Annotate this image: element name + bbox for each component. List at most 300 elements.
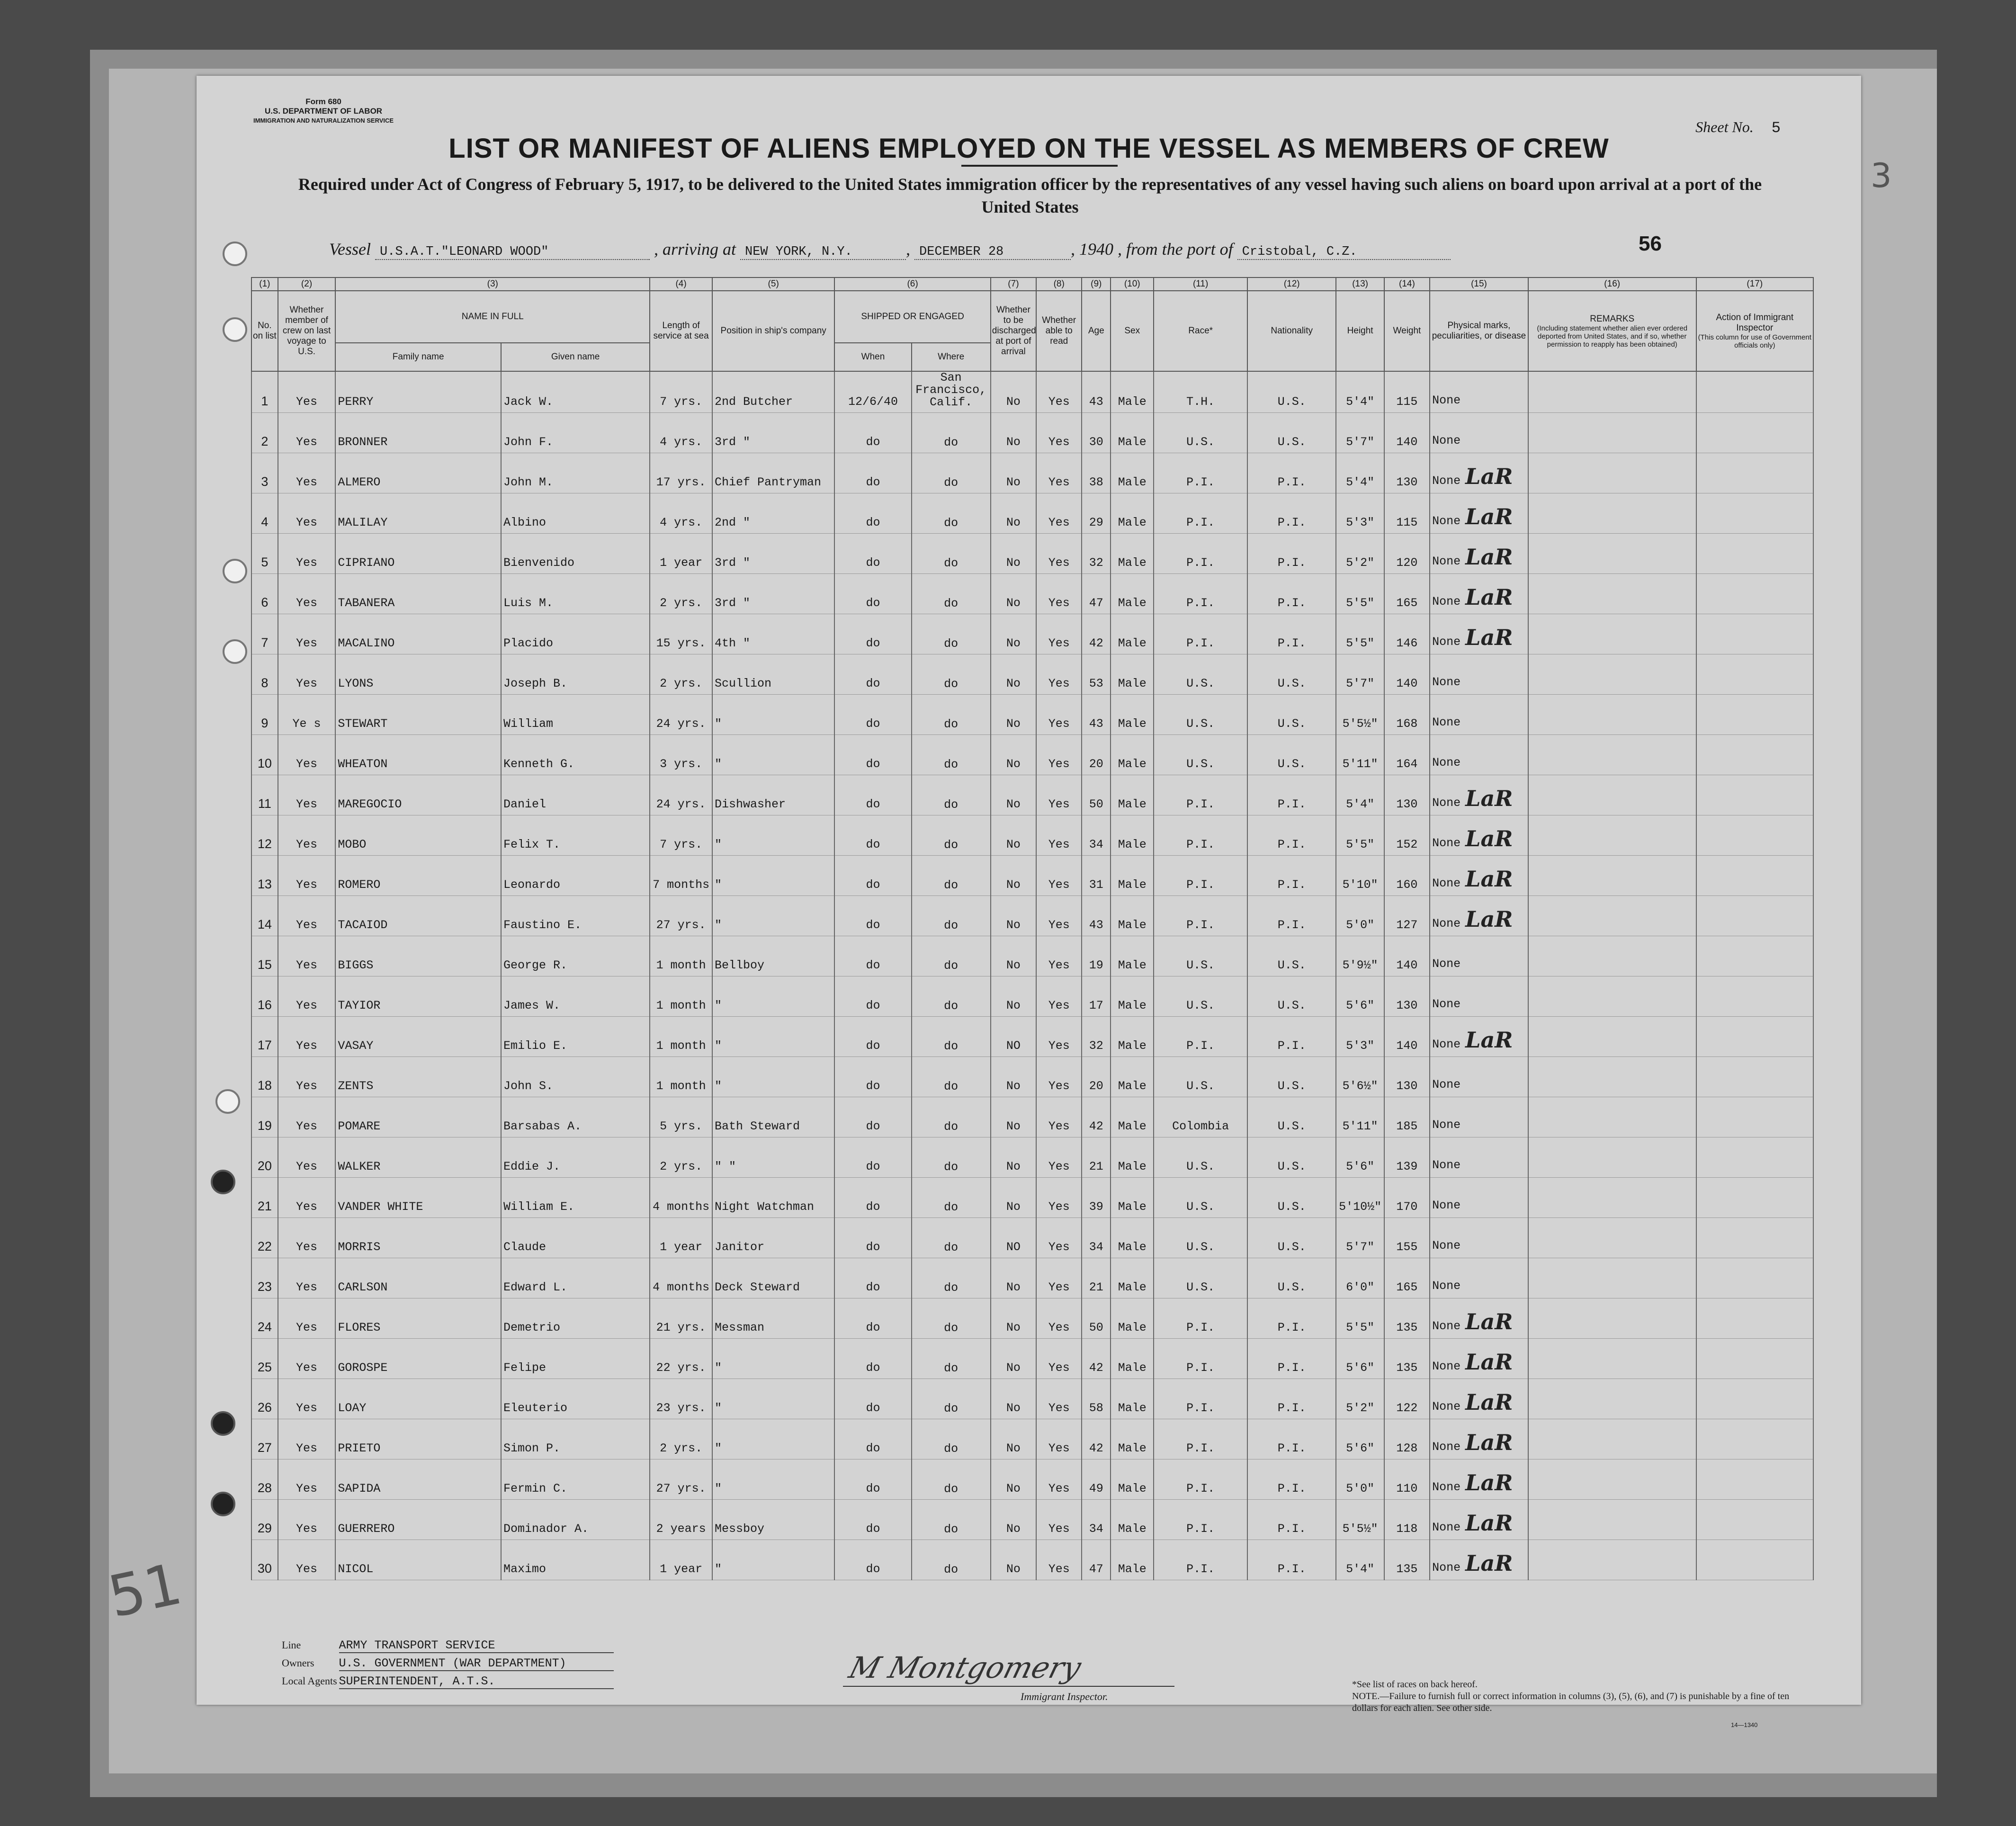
race: P.I. [1186, 878, 1215, 892]
race-cell [1154, 1097, 1247, 1137]
physical-marks-cell [1430, 1379, 1528, 1419]
crew-last-voyage: Yes [296, 797, 318, 811]
nationality: U.S. [1277, 717, 1306, 731]
able-to-read: Yes [1048, 556, 1070, 570]
able-to-read-cell [1036, 1459, 1082, 1500]
crew-last-voyage: Yes [296, 1160, 318, 1173]
discharged: No [1006, 1562, 1021, 1576]
physical-marks: None [1432, 1118, 1461, 1132]
crew-last-voyage-cell [278, 1339, 336, 1379]
sex-cell [1111, 493, 1154, 534]
row-number: 3 [261, 474, 269, 489]
sex-cell [1111, 1057, 1154, 1097]
table-row [251, 896, 1813, 936]
height: 5'6" [1346, 1441, 1375, 1455]
race-cell [1154, 614, 1247, 654]
length-of-service-cell [650, 1540, 712, 1580]
header-discharged: Whether to be discharged at port of arrival [991, 291, 1036, 371]
shipped-where-cell [912, 493, 991, 534]
age: 43 [1089, 395, 1103, 409]
age: 19 [1089, 958, 1103, 972]
discharged: No [1006, 1441, 1021, 1455]
col-7-number: (7) [991, 277, 1036, 291]
able-to-read-cell [1036, 534, 1082, 574]
position-cell [712, 574, 834, 614]
given-name: John F. [503, 435, 554, 449]
position: 2nd " [714, 516, 750, 529]
discharged-cell [991, 1137, 1036, 1178]
binder-hole [211, 1411, 235, 1436]
shipped-when: do [866, 717, 880, 731]
nationality: U.S. [1277, 1200, 1306, 1214]
crew-last-voyage-cell [278, 1459, 336, 1500]
inspector-action-cell [1696, 1057, 1813, 1097]
shipped-when: do [866, 918, 880, 932]
header-nationality: Nationality [1247, 291, 1336, 371]
crew-last-voyage-cell [278, 1097, 336, 1137]
row-number-cell [251, 654, 278, 695]
crew-last-voyage-cell [278, 815, 336, 856]
handwritten-initials: LaR [1465, 1349, 1513, 1375]
handwritten-initials: LaR [1465, 786, 1513, 811]
position: Dishwasher [714, 797, 786, 811]
remarks-cell [1528, 1097, 1696, 1137]
discharged: No [1006, 1280, 1021, 1294]
position: Chief Pantryman [714, 475, 821, 489]
given-name-cell [501, 1298, 650, 1339]
inspector-action-cell [1696, 815, 1813, 856]
discharged: No [1006, 435, 1021, 449]
sex: Male [1118, 1522, 1147, 1536]
remarks-cell [1528, 856, 1696, 896]
family-name-cell [335, 735, 501, 775]
given-name-cell [501, 1540, 650, 1580]
inspector-action-cell [1696, 976, 1813, 1017]
physical-marks: None [1432, 434, 1461, 448]
remarks-cell [1528, 371, 1696, 413]
given-name: Placido [503, 636, 554, 650]
header-row-titles [251, 291, 1813, 343]
height: 5'9½" [1342, 958, 1378, 972]
header-weight: Weight [1384, 291, 1430, 371]
discharged: No [1006, 475, 1021, 489]
height: 5'2" [1346, 556, 1375, 570]
height-cell [1336, 1218, 1384, 1258]
length-of-service-cell [650, 371, 712, 413]
discharged-cell [991, 815, 1036, 856]
col-1-number: (1) [251, 277, 278, 291]
race: U.S. [1186, 1200, 1215, 1214]
shipped-where: do [944, 516, 959, 530]
nationality: U.S. [1277, 1240, 1306, 1254]
header-given-name: Given name [501, 343, 650, 371]
remarks-cell [1528, 1057, 1696, 1097]
age: 47 [1089, 596, 1103, 610]
remarks-cell [1528, 1258, 1696, 1298]
age: 34 [1089, 1522, 1103, 1536]
shipped-when: do [866, 757, 880, 771]
family-name: TAYIOR [338, 999, 381, 1012]
length-of-service-cell [650, 1178, 712, 1218]
age: 32 [1089, 1039, 1103, 1053]
physical-marks: None [1432, 1078, 1461, 1092]
discharged: No [1006, 556, 1021, 570]
position-cell [712, 936, 834, 976]
height-cell [1336, 1500, 1384, 1540]
race: P.I. [1186, 1361, 1215, 1375]
physical-marks: None [1432, 514, 1461, 528]
crew-last-voyage: Yes [296, 1361, 318, 1375]
remarks-cell [1528, 936, 1696, 976]
remarks-cell [1528, 976, 1696, 1017]
sex-cell [1111, 936, 1154, 976]
crew-last-voyage-cell [278, 775, 336, 815]
able-to-read: Yes [1048, 958, 1070, 972]
height: 6'0" [1346, 1280, 1375, 1294]
length-of-service-cell [650, 453, 712, 493]
discharged-cell [991, 453, 1036, 493]
position-cell [712, 1540, 834, 1580]
shipped-when-cell [834, 1218, 911, 1258]
nationality: P.I. [1277, 918, 1306, 932]
shipped-when-cell [834, 1459, 911, 1500]
discharged: No [1006, 1200, 1021, 1214]
col-2-number: (2) [278, 277, 336, 291]
height: 5'4" [1346, 395, 1375, 409]
weight: 140 [1396, 677, 1418, 690]
inspector-action-cell [1696, 654, 1813, 695]
age-cell [1082, 856, 1111, 896]
position: " [714, 878, 722, 892]
able-to-read-cell [1036, 614, 1082, 654]
shipped-where: do [944, 1281, 959, 1295]
shipped-where-cell [912, 936, 991, 976]
age: 42 [1089, 1441, 1103, 1455]
sex: Male [1118, 999, 1147, 1012]
discharged-cell [991, 1178, 1036, 1218]
physical-marks-cell [1430, 453, 1528, 493]
height-cell [1336, 1379, 1384, 1419]
footnotes [1352, 1679, 1792, 1714]
crew-last-voyage-cell [278, 614, 336, 654]
nationality-cell [1247, 614, 1336, 654]
shipped-when-cell [834, 856, 911, 896]
length-of-service-cell [650, 614, 712, 654]
weight: 140 [1396, 958, 1418, 972]
age-cell [1082, 1500, 1111, 1540]
family-name: LYONS [338, 677, 374, 690]
shipped-when-cell [834, 1137, 911, 1178]
crew-last-voyage-cell [278, 493, 336, 534]
nationality-cell [1247, 735, 1336, 775]
shipped-when: do [866, 797, 880, 811]
length-of-service: 1 year [660, 1240, 703, 1254]
age-cell [1082, 453, 1111, 493]
able-to-read: Yes [1048, 435, 1070, 449]
given-name: Leonardo [503, 878, 561, 892]
row-number-cell [251, 1218, 278, 1258]
race-note: *See list of races on back hereof. [1352, 1679, 1478, 1690]
nationality-cell [1247, 1339, 1336, 1379]
height-cell [1336, 371, 1384, 413]
family-name-cell [335, 1258, 501, 1298]
nationality: U.S. [1277, 395, 1306, 409]
page-title: LIST OR MANIFEST OF ALIENS EMPLOYED ON THE VESSEL AS MEMBERS OF CREW [448, 133, 1609, 164]
shipped-where: do [944, 838, 959, 852]
sex-cell [1111, 1097, 1154, 1137]
able-to-read-cell [1036, 695, 1082, 735]
given-name-cell [501, 574, 650, 614]
age: 42 [1089, 1361, 1103, 1375]
header-when: When [834, 343, 911, 371]
age: 34 [1089, 838, 1103, 851]
discharged-cell [991, 534, 1036, 574]
shipped-where-cell [912, 1298, 991, 1339]
physical-marks: None [1432, 877, 1461, 890]
shipped-where-cell [912, 574, 991, 614]
header-crew-last-voyage: Whether member of crew on last voyage to U.S. [278, 291, 336, 371]
shipped-where-cell [912, 1459, 991, 1500]
position: " [714, 1562, 722, 1576]
height-cell [1336, 1178, 1384, 1218]
height-cell [1336, 1339, 1384, 1379]
shipped-when: do [866, 1119, 880, 1133]
age: 31 [1089, 878, 1103, 892]
weight: 140 [1396, 1039, 1418, 1053]
length-of-service-cell [650, 1057, 712, 1097]
length-of-service: 1 year [660, 556, 703, 570]
row-number: 18 [257, 1078, 272, 1092]
shipped-where-cell [912, 1017, 991, 1057]
given-name-cell [501, 1258, 650, 1298]
race-cell [1154, 775, 1247, 815]
row-number: 4 [261, 515, 269, 529]
row-number-cell [251, 856, 278, 896]
race-cell [1154, 1419, 1247, 1459]
family-name-cell [335, 856, 501, 896]
weight-cell [1384, 976, 1430, 1017]
given-name-cell [501, 735, 650, 775]
height-cell [1336, 1540, 1384, 1580]
able-to-read-cell [1036, 1218, 1082, 1258]
header-family-name: Family name [335, 343, 501, 371]
race: U.S. [1186, 1280, 1215, 1294]
shipped-when-cell [834, 896, 911, 936]
sex: Male [1118, 596, 1147, 610]
inspector-action-cell [1696, 936, 1813, 976]
remarks-cell [1528, 413, 1696, 453]
physical-marks-cell [1430, 1339, 1528, 1379]
position-cell [712, 976, 834, 1017]
length-of-service: 2 yrs. [660, 596, 703, 610]
weight: 127 [1396, 918, 1418, 932]
remarks-cell [1528, 574, 1696, 614]
height-cell [1336, 775, 1384, 815]
family-name-cell [335, 1500, 501, 1540]
title-underline [961, 165, 1118, 167]
crew-last-voyage: Yes [296, 1240, 318, 1254]
sex: Male [1118, 958, 1147, 972]
crew-last-voyage-cell [278, 1258, 336, 1298]
position: Bellboy [714, 958, 764, 972]
handwritten-initials: LaR [1465, 504, 1513, 529]
discharged: No [1006, 878, 1021, 892]
age: 42 [1089, 636, 1103, 650]
manifest-sheet [197, 76, 1861, 1728]
weight: 168 [1396, 717, 1418, 731]
table-row [251, 1500, 1813, 1540]
family-name: MORRIS [338, 1240, 381, 1254]
sex: Male [1118, 838, 1147, 851]
shipped-where: do [944, 1160, 959, 1174]
able-to-read: Yes [1048, 838, 1070, 851]
discharged-cell [991, 976, 1036, 1017]
inspector-action-cell [1696, 1298, 1813, 1339]
given-name: George R. [503, 958, 568, 972]
race: P.I. [1186, 1482, 1215, 1495]
height: 5'6" [1346, 1361, 1375, 1375]
shipped-where: do [944, 436, 959, 449]
discharged: No [1006, 958, 1021, 972]
shipped-when-cell [834, 976, 911, 1017]
able-to-read-cell [1036, 1419, 1082, 1459]
remarks-cell [1528, 534, 1696, 574]
position-cell [712, 1178, 834, 1218]
crew-last-voyage-cell [278, 856, 336, 896]
shipped-when: do [866, 1321, 880, 1334]
given-name: Edward L. [503, 1280, 568, 1294]
age-cell [1082, 775, 1111, 815]
handwritten-initials: LaR [1465, 906, 1513, 932]
race-cell [1154, 453, 1247, 493]
age-cell [1082, 976, 1111, 1017]
shipped-where-cell [912, 815, 991, 856]
race-cell [1154, 534, 1247, 574]
sex: Male [1118, 636, 1147, 650]
shipped-when-cell [834, 1097, 911, 1137]
given-name-cell [501, 1137, 650, 1178]
race: Colombia [1172, 1119, 1229, 1133]
physical-marks-cell [1430, 1459, 1528, 1500]
physical-marks: None [1432, 756, 1461, 770]
weight: 118 [1396, 1522, 1418, 1536]
age-cell [1082, 1017, 1111, 1057]
nationality: P.I. [1277, 475, 1306, 489]
given-name-cell [501, 775, 650, 815]
nationality-cell [1247, 1459, 1336, 1500]
shipped-where: do [944, 798, 959, 812]
nationality-cell [1247, 775, 1336, 815]
family-name-cell [335, 695, 501, 735]
row-number: 10 [257, 756, 272, 770]
sex: Male [1118, 516, 1147, 529]
col-13-number: (13) [1336, 277, 1384, 291]
family-name-cell [335, 1339, 501, 1379]
length-of-service-cell [650, 493, 712, 534]
handwritten-initials: LaR [1465, 826, 1513, 851]
height-cell [1336, 1057, 1384, 1097]
header-inspector-action [1696, 291, 1813, 371]
nationality-cell [1247, 654, 1336, 695]
nationality: P.I. [1277, 556, 1306, 570]
sex-cell [1111, 1298, 1154, 1339]
sex: Male [1118, 797, 1147, 811]
shipped-where-cell [912, 1379, 991, 1419]
shipped-when: do [866, 1522, 880, 1536]
physical-marks-cell [1430, 574, 1528, 614]
weight-cell [1384, 695, 1430, 735]
age: 32 [1089, 556, 1103, 570]
given-name: John M. [503, 475, 554, 489]
table-row [251, 654, 1813, 695]
row-number-cell [251, 493, 278, 534]
weight-cell [1384, 1379, 1430, 1419]
nationality-cell [1247, 1137, 1336, 1178]
given-name: Claude [503, 1240, 547, 1254]
family-name: BRONNER [338, 435, 388, 449]
discharged: No [1006, 999, 1021, 1012]
family-name: PERRY [338, 395, 374, 409]
length-of-service-cell [650, 735, 712, 775]
length-of-service-cell [650, 1339, 712, 1379]
age: 39 [1089, 1200, 1103, 1214]
age-cell [1082, 493, 1111, 534]
height: 5'7" [1346, 677, 1375, 690]
row-number: 26 [257, 1400, 272, 1414]
able-to-read: Yes [1048, 636, 1070, 650]
nationality: U.S. [1277, 757, 1306, 771]
inspector-label: Immigrant Inspector. [1021, 1691, 1108, 1702]
physical-marks-cell [1430, 896, 1528, 936]
age: 42 [1089, 1119, 1103, 1133]
nationality-cell [1247, 371, 1336, 413]
crew-last-voyage-cell [278, 1218, 336, 1258]
col-16-number: (16) [1528, 277, 1696, 291]
inspector-action-cell [1696, 775, 1813, 815]
row-number: 6 [261, 595, 269, 609]
agents-label: Local Agents [282, 1675, 337, 1687]
height-cell [1336, 493, 1384, 534]
length-of-service-cell [650, 936, 712, 976]
height: 5'7" [1346, 1240, 1375, 1254]
able-to-read-cell [1036, 735, 1082, 775]
sex-cell [1111, 614, 1154, 654]
physical-marks-cell [1430, 654, 1528, 695]
height: 5'5" [1346, 636, 1375, 650]
height-cell [1336, 1459, 1384, 1500]
table-row [251, 413, 1813, 453]
nationality-cell [1247, 1258, 1336, 1298]
nationality: P.I. [1277, 1441, 1306, 1455]
sex: Male [1118, 1119, 1147, 1133]
sex: Male [1118, 395, 1147, 409]
handwritten-initials: LaR [1465, 866, 1513, 892]
nationality-cell [1247, 1540, 1336, 1580]
sex: Male [1118, 1280, 1147, 1294]
col-14-number: (14) [1384, 277, 1430, 291]
discharged-cell [991, 1298, 1036, 1339]
shipped-where: do [944, 1120, 959, 1134]
row-number: 15 [257, 958, 272, 972]
row-number: 24 [257, 1320, 272, 1334]
able-to-read: Yes [1048, 999, 1070, 1012]
given-name-cell [501, 1218, 650, 1258]
able-to-read-cell [1036, 775, 1082, 815]
handwritten-initials: LaR [1465, 1430, 1513, 1455]
nationality: U.S. [1277, 958, 1306, 972]
header-length-of-service: Length of service at sea [650, 291, 712, 371]
age: 17 [1089, 999, 1103, 1012]
